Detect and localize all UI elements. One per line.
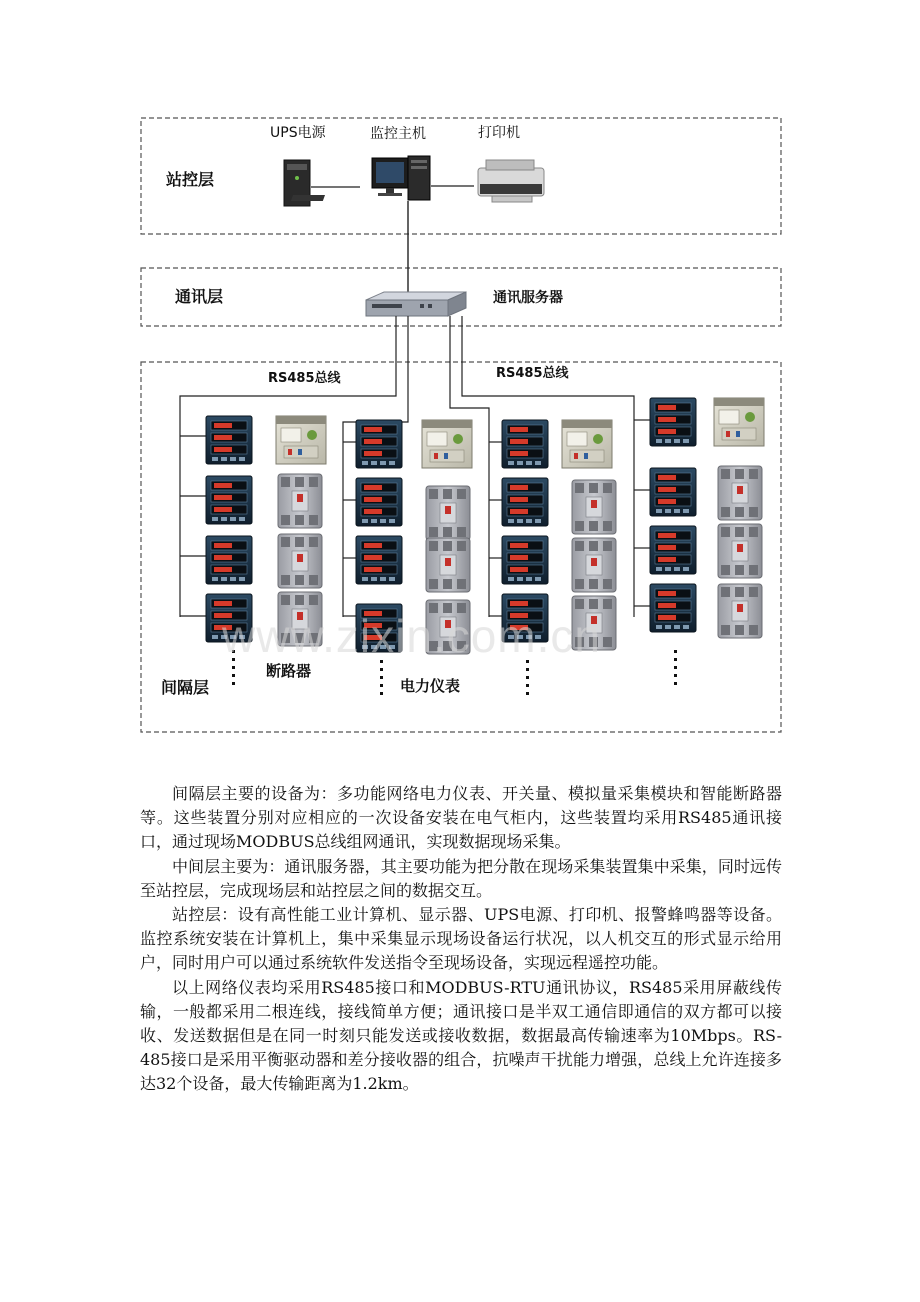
molded-case-breaker [572,538,616,592]
power-meter [650,584,696,632]
power-meter [650,398,696,446]
watermark: www.zixin.com.cn [222,610,601,662]
paragraph-comm-layer: 中间层主要为：通讯服务器，其主要功能为把分散在现场采集装置集中采集，同时远传至站控层，完成现场层和站控层之间的数据交互。 [140,856,782,900]
host-label: 监控主机 [370,126,426,142]
meter-label: 电力仪表 [400,677,461,695]
power-meter [502,420,548,468]
station-layer-box [141,118,781,234]
printer-device [478,160,544,202]
molded-case-breaker [278,474,322,528]
molded-case-breaker [426,486,470,540]
breaker-label: 断路器 [266,662,312,680]
molded-case-breaker [718,524,762,578]
ups-label: UPS电源 [270,125,326,141]
comm-layer-label: 通讯层 [175,287,224,306]
air-circuit-breaker [276,416,326,464]
power-meter [356,478,402,526]
power-meter [356,536,402,584]
molded-case-breaker [426,538,470,592]
comm-server-device [366,292,466,316]
power-meter [502,478,548,526]
power-meter [206,416,252,464]
power-meter [206,476,252,524]
rs485-bus-label-right: RS485总线 [496,366,569,381]
rs485-bus-label-left: RS485总线 [268,371,341,386]
comm-server-label: 通讯服务器 [493,290,563,306]
power-meter [206,536,252,584]
air-circuit-breaker [562,420,612,468]
bay-layer-label: 间隔层 [161,678,210,697]
power-meter [356,420,402,468]
printer-label: 打印机 [478,125,520,141]
power-meter [650,526,696,574]
paragraph-station-layer: 站控层：设有高性能工业计算机、显示器、UPS电源、打印机、报警蜂鸣器等设备。监控系统安装在计算机上，集中采集显示现场设备运行状况，以人机交互的形式显示给用户，同时用户可以通过系统软件发送指令至现场设备，实现远程遥控功能。 [140,905,782,973]
power-meter [650,468,696,516]
molded-case-breaker [278,534,322,588]
body-text [140,782,782,1097]
molded-case-breaker [718,584,762,638]
paragraph-bay-layer: 间隔层主要的设备为：多功能网络电力仪表、开关量、模拟量采集模块和智能断路器等。这些装置分别对应相应的一次设备安装在电气柜内，这些装置均采用RS485通讯接口，通过现场MODBUS总线组网通讯，实现数据现场采集。 [140,784,782,852]
station-layer-label: 站控层 [166,170,215,189]
molded-case-breaker [572,480,616,534]
paragraph-rs485: 以上网络仪表均采用RS485接口和MODBUS-RTU通讯协议，RS485采用屏蔽线传输，一般都采用二根连线，接线简单方便；通讯接口是半双工通信即通信的双方都可以接收、发送数据但是在同一时刻只能发送或接收数据，数据最高传输速率为10Mbps。RS-485接口是采用平衡驱动器和差分接收器的组合，抗噪声干扰能力增强，总线上允许连接多达32个设备，最大传输距离为1.2km。 [140,977,782,1094]
molded-case-breaker [718,466,762,520]
air-circuit-breaker [422,420,472,468]
air-circuit-breaker [714,398,764,446]
power-meter [502,536,548,584]
host-computer [291,156,430,201]
